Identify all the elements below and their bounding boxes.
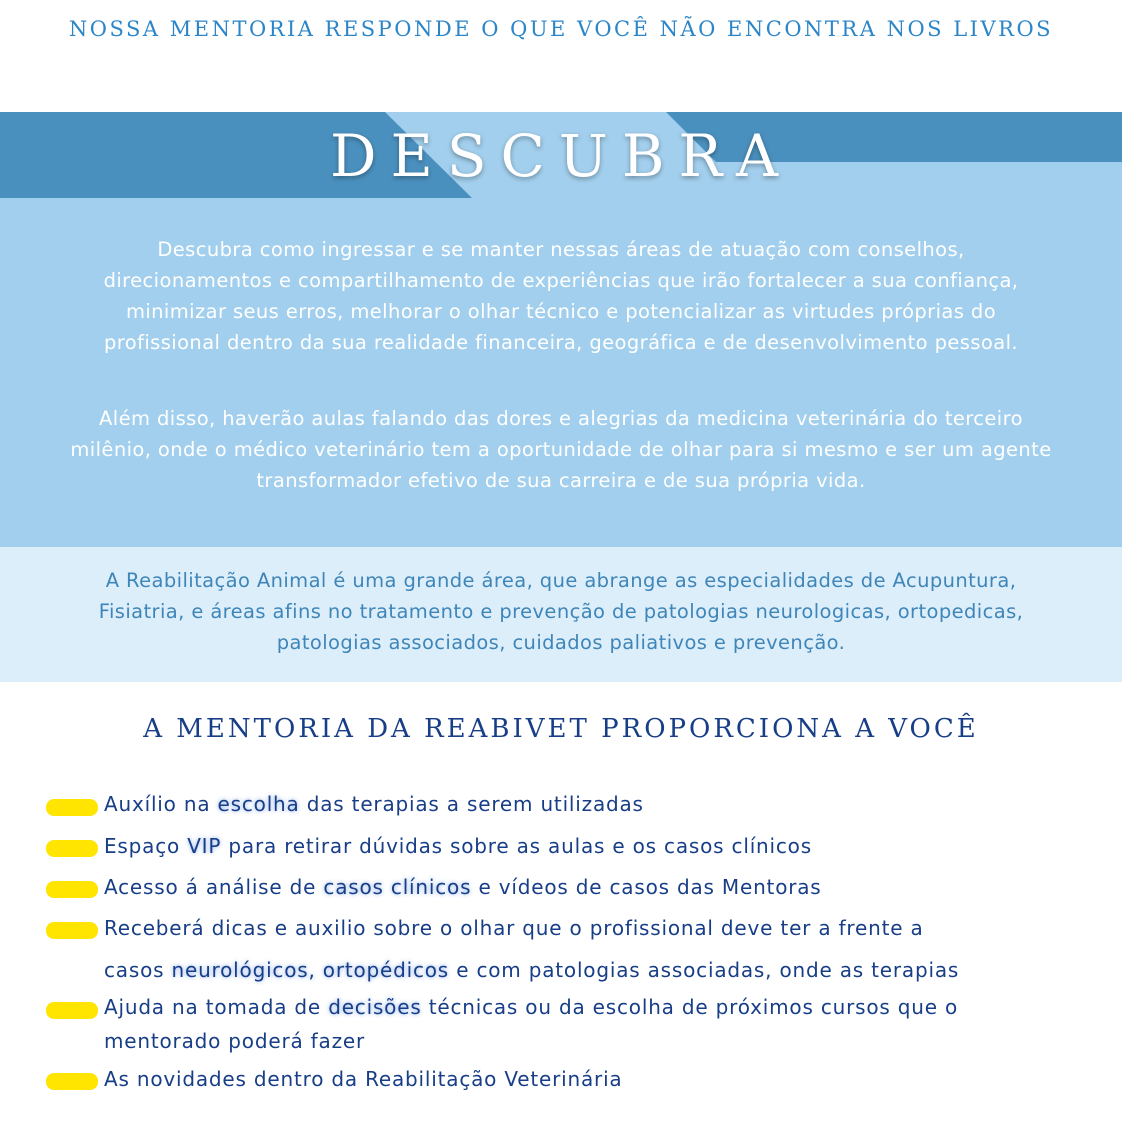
hero-paragraph-2: Além disso, haverão aulas falando das dores e alegrias da medicina veterinária do terceiro milênio, onde o médico veterinário tem a oportunidade de olhar para si mesmo e ser um agente transformador efetivo de sua carreira e de sua própria vida. (70, 407, 1052, 492)
benefit-text (104, 875, 822, 899)
benefit-text: Receberá dicas e auxilio sobre o olhar que o profissional deve ter a frente a (104, 916, 924, 940)
benefit-text-part: casos (104, 958, 172, 982)
bullet-highlight-marker (46, 799, 98, 816)
benefit-text-part: e vídeos de casos das Mentoras (471, 875, 822, 899)
benefit-keyword: neurológicos, ortopédicos (171, 958, 450, 982)
benefit-text: As novidades dentro da Reabilitação Veterinária (104, 1067, 623, 1091)
hero-paragraph-1: Descubra como ingressar e se manter nessas áreas de atuação com conselhos, direcionamentos e compartilhamento de experiências que irão fortalecer a sua confiança, minimizar seus erros, melhorar o olhar técnico e potencializar as virtudes próprias do profissional dentro da sua realidade financeira, geográfica e de desenvolvimento pessoal. (103, 238, 1019, 354)
benefit-text-part: das terapias a serem utilizadas (299, 792, 644, 816)
benefit-text-part: Ajuda na tomada de (104, 995, 329, 1019)
bullet-highlight-marker (46, 1073, 98, 1090)
benefit-text-part: Acesso á análise de (104, 875, 324, 899)
rehab-info-box (0, 547, 1122, 682)
benefit-text-part: e com patologias associadas, onde as terapias (449, 958, 960, 982)
benefit-text (104, 834, 812, 858)
bullet-highlight-marker (46, 840, 98, 857)
benefit-text-part: Auxílio na (104, 792, 218, 816)
benefit-text (104, 995, 958, 1019)
benefit-keyword: VIP (187, 834, 222, 858)
benefit-keyword: decisões (328, 995, 422, 1019)
benefit-text-part: Espaço (104, 834, 188, 858)
benefit-text-continued: mentorado poderá fazer (104, 1029, 365, 1053)
benefit-text (104, 792, 644, 816)
hero-title: DESCUBRA (329, 122, 792, 190)
top-tagline: NOSSA MENTORIA RESPONDE O QUE VOCÊ NÃO ENCONTRA NOS LIVROS (68, 17, 1054, 41)
benefit-keyword: casos clínicos (323, 875, 472, 899)
hero-body (0, 198, 1122, 547)
bullet-highlight-marker (46, 1002, 98, 1019)
benefit-text-continued (104, 958, 959, 982)
benefit-text-part: técnicas ou da escolha de próximos cursos que o (421, 995, 959, 1019)
rehab-text: A Reabilitação Animal é uma grande área, que abrange as especialidades de Acupuntura, Fisiatria, e áreas afins no tratamento e prevenção de patologias neurologicas, ortopedicas, patologias associados, cuidados paliativos e prevenção. (98, 569, 1024, 654)
bullet-highlight-marker (46, 922, 98, 939)
bullet-highlight-marker (46, 881, 98, 898)
benefit-text-part: para retirar dúvidas sobre as aulas e os casos clínicos (221, 834, 812, 858)
benefits-heading: A MENTORIA DA REABIVET PROPORCIONA A VOCÊ (143, 714, 979, 744)
benefit-keyword: escolha (217, 792, 300, 816)
